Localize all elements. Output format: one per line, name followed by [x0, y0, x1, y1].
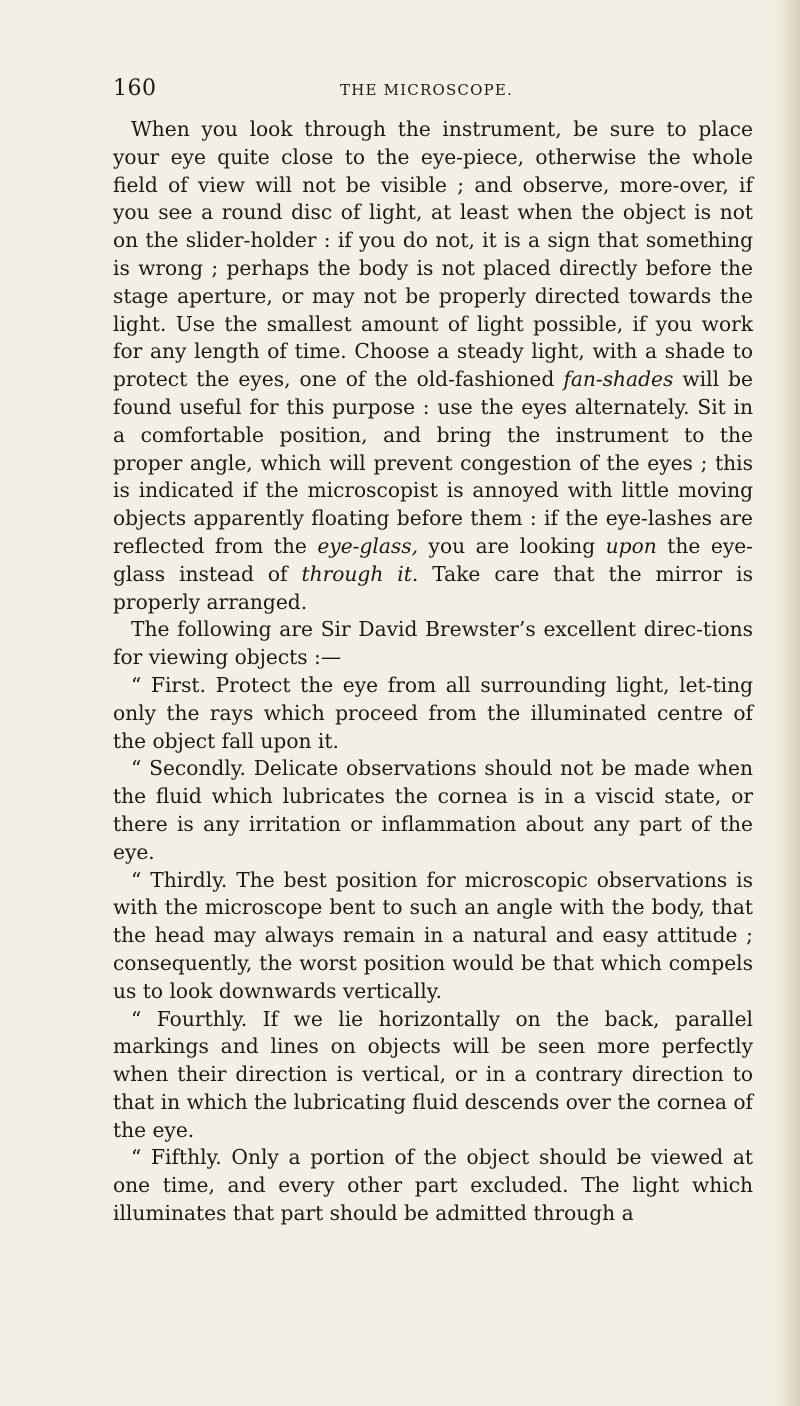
- paragraph-thirdly: “ Thirdly. The best position for microscopic observations is with the microscope bent to such an angle with the body, that the head may always remain in a natural and easy attitude ; consequently, the worst position would be that which compels us to look downwards vertically.: [113, 867, 753, 1003]
- text-run: you are looking: [418, 533, 606, 558]
- italic-term-upon: upon: [605, 533, 657, 558]
- text-run: Take care that the mirror is properly arranged.: [113, 561, 753, 614]
- text-run: the eye-glass instead of: [113, 533, 753, 586]
- paragraph-first: “ First. Protect the eye from all surrounding light, let-ting only the rays which proceed from the illuminated centre of the object fall upon it.: [113, 672, 753, 753]
- paragraph-fifthly: “ Fifthly. Only a portion of the object should be viewed at one time, and every other part excluded. The light which illuminates that part should be admitted through a: [113, 1145, 753, 1226]
- italic-term-eye-glass: eye-glass,: [317, 533, 419, 558]
- text-run: When you look through the instrument, be sure to place your eye quite close to the eye-piece, otherwise the whole field of view will not be visible ; and observe, more-over, if you see a round disc of light, at least when the object is not on the slider-holder : if you do not, it is a sign that something is wrong ; perhaps the body is not placed directly before the stage aperture, or may not be properly directed towards the light. Use the smallest amount of light possible, if you work for any length of time. Choose a steady light, with a shade to protect the eyes, one of the old-fashioned: [113, 117, 753, 392]
- text-run: will be found useful for this purpose : use the eyes alternately. Sit in a comfortable position, and bring the instrument to the proper angle, which will prevent congestion of the eyes ; this is indicated if the microscopist is annoyed with little moving objects apparently floating before them : if the eye-lashes are reflected from the: [113, 367, 753, 558]
- running-head: THE MICROSCOPE.: [340, 81, 514, 99]
- italic-term-fan-shades: fan-shades: [563, 367, 674, 392]
- paragraph-secondly: “ Secondly. Delicate observations should not be made when the fluid which lubricates the cornea is in a viscid state, or there is any irritation or inflammation about any part of the eye.: [113, 756, 753, 864]
- page-header: [113, 76, 753, 106]
- italic-term-through-it: through it.: [301, 561, 419, 586]
- page-edge-shadow: [774, 0, 800, 1406]
- paragraph-fourthly: “ Fourthly. If we lie horizontally on the back, parallel markings and lines on objects will be seen more perfectly when their direction is vertical, or in a contrary direction to that in which the lubricating fluid descends over the cornea of the eye.: [113, 1006, 753, 1142]
- paragraph-instrument-use: [113, 116, 753, 616]
- paragraph-brewster-intro: The following are Sir David Brewster’s excellent direc-tions for viewing objects :—: [113, 617, 753, 670]
- body-text: [113, 116, 753, 1228]
- page-number: 160: [113, 76, 157, 101]
